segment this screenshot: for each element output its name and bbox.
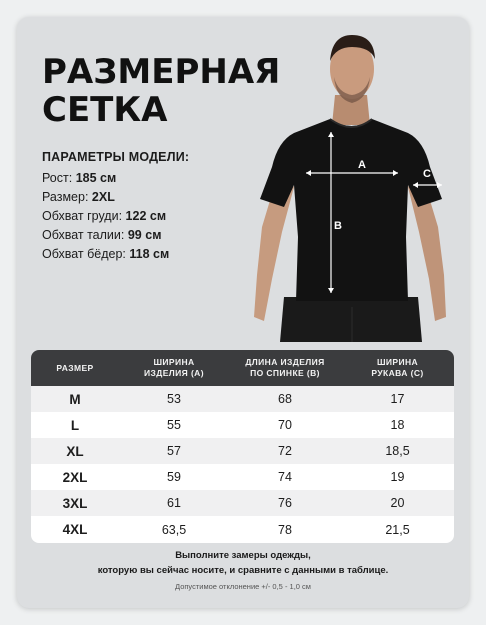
table-header bbox=[31, 350, 454, 386]
model-params-heading: ПАРАМЕТРЫ МОДЕЛИ: bbox=[42, 150, 190, 164]
header-size: РАЗМЕР bbox=[56, 362, 94, 373]
model-params bbox=[42, 150, 189, 264]
table-row: L 55 70 18 bbox=[70, 417, 405, 433]
table-row: 2XL 59 74 19 bbox=[62, 469, 405, 485]
param-hips: Обхват бёдер: 118 см bbox=[42, 247, 170, 261]
param-height: Рост: 185 см bbox=[42, 171, 117, 185]
table-row: M 53 68 17 bbox=[31, 386, 454, 412]
measure-instructions: Выполните замеры одежды, которую вы сейчас носите, и сравните с данными в таблице. bbox=[97, 550, 389, 576]
header-sleeve: ШИРИНА РУКАВА (С) bbox=[371, 357, 424, 378]
table-row: 4XL 63,5 78 21,5 bbox=[62, 522, 410, 538]
label-b: B bbox=[334, 220, 342, 232]
model-figure bbox=[232, 17, 469, 342]
tolerance-note: Допустимое отклонение +/- 0,5 - 1,0 см bbox=[175, 582, 311, 591]
param-size: Размер: 2XL bbox=[42, 190, 115, 204]
label-c: C bbox=[423, 168, 431, 180]
table-body bbox=[31, 386, 454, 543]
table-row: XL 57 72 18,5 bbox=[31, 438, 454, 464]
size-table bbox=[31, 350, 454, 543]
header-width: ШИРИНА ИЗДЕЛИЯ (А) bbox=[144, 357, 204, 378]
label-a: A bbox=[358, 159, 366, 171]
title-line-2: СЕТКА bbox=[42, 90, 168, 130]
header-length: ДЛИНА ИЗДЕЛИЯ ПО СПИНКЕ (В) bbox=[245, 357, 325, 378]
param-chest: Обхват груди: 122 см bbox=[42, 209, 167, 223]
param-waist: Обхват талии: 99 см bbox=[42, 228, 162, 242]
table-row: 3XL 61 76 20 bbox=[31, 490, 454, 516]
title-line-1: РАЗМЕРНАЯ bbox=[42, 52, 281, 92]
size-chart-card bbox=[17, 17, 469, 608]
